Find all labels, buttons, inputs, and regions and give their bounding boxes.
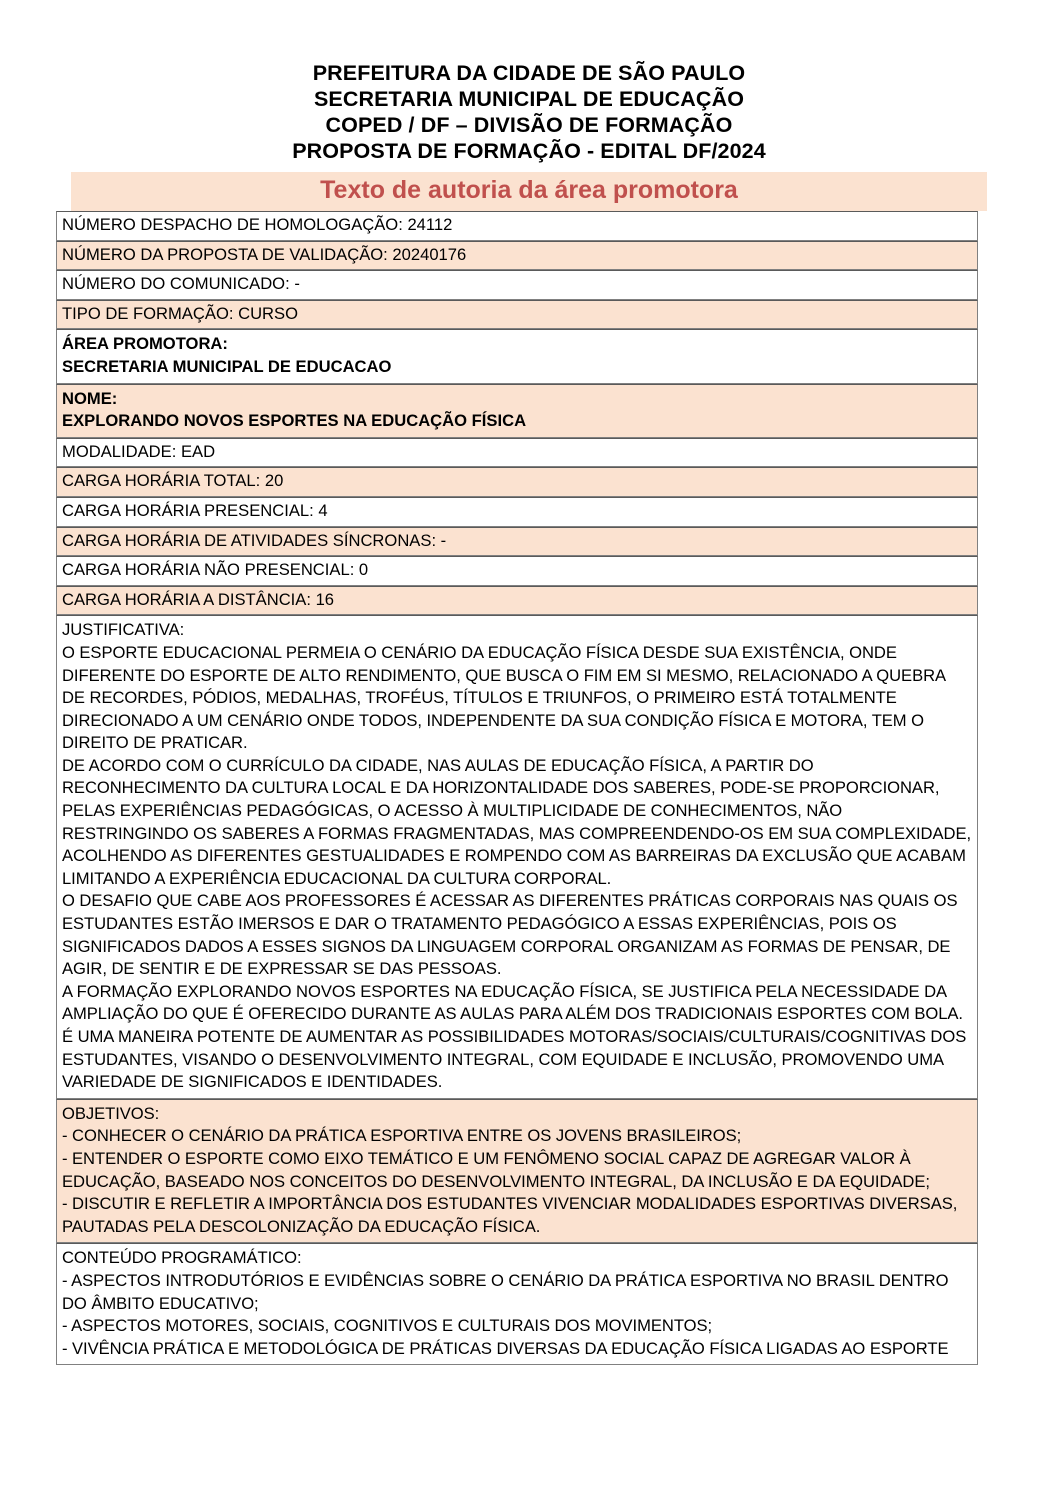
nome-value: EXPLORANDO NOVOS ESPORTES NA EDUCAÇÃO FÍSICA: [62, 411, 527, 431]
justificativa-paragraph: O ESPORTE EDUCACIONAL PERMEIA O CENÁRIO DA EDUCAÇÃO FÍSICA DESDE SUA EXISTÊNCIA, ONDE DIFERENTE DO ESPORTE DE ALTO RENDIMENTO, QUE BUSCA O FIM EM SI MESMO, RELACIONADO A QUEBRA DE RECORDES, PÓDIOS, MEDALHAS, TROFÉUS, TÍTULOS E TRIUNFOS, O PRIMEIRO ESTÁ TOTALMENTE DIRECIONADO A UM CENÁRIO ONDE TODOS, INDEPENDENTE DA SUA CONDIÇÃO FÍSICA E MOTORA, TEM O DIREITO DE PRATICAR.: [62, 642, 946, 753]
proposta-text: NÚMERO DA PROPOSTA DE VALIDAÇÃO: 20240176: [62, 244, 467, 264]
author-banner: [71, 172, 987, 211]
header-line-3: COPED / DF – DIVISÃO DE FORMAÇÃO: [325, 113, 733, 137]
conteudo-item: - ASPECTOS MOTORES, SOCIAIS, COGNITIVOS E CULTURAIS DOS MOVIMENTOS;: [62, 1316, 713, 1336]
row-carga-horaria-distancia: [56, 586, 978, 616]
area-promotora-label: ÁREA PROMOTORA:: [62, 334, 228, 354]
despacho-text: NÚMERO DESPACHO DE HOMOLOGAÇÃO: 24112: [62, 215, 453, 234]
row-carga-horaria-presencial: [56, 497, 978, 527]
conteudo-item: - ASPECTOS INTRODUTÓRIOS E EVIDÊNCIAS SOBRE O CENÁRIO DA PRÁTICA ESPORTIVA NO BRASIL DENTRO DO ÂMBITO EDUCATIVO;: [62, 1270, 949, 1313]
objetivos-item: - CONHECER O CENÁRIO DA PRÁTICA ESPORTIVA ENTRE OS JOVENS BRASILEIROS;: [62, 1126, 742, 1146]
header-line-1: PREFEITURA DA CIDADE DE SÃO PAULO: [312, 61, 746, 85]
row-objetivos: [56, 1099, 978, 1244]
conteudo-item: - VIVÊNCIA PRÁTICA E METODOLÓGICA DE PRÁTICAS DIVERSAS DA EDUCAÇÃO FÍSICA LIGADAS AO ESPORTE: [62, 1338, 949, 1358]
row-carga-horaria-sincronas: [56, 527, 978, 557]
objetivos-item: - DISCUTIR E REFLETIR A IMPORTÂNCIA DOS ESTUDANTES VIVENCIAR MODALIDADES ESPORTIVAS DIVERSAS, PAUTADAS PELA DESCOLONIZAÇÃO DA EDUCAÇÃO FÍSICA.: [62, 1194, 958, 1236]
justificativa-paragraph: DE ACORDO COM O CURRÍCULO DA CIDADE, NAS AULAS DE EDUCAÇÃO FÍSICA, A PARTIR DO RECONHECIMENTO DA CULTURA LOCAL E DA HORIZONTALIDADE DOS SABERES, PODE-SE PROPORCIONAR, PELAS EXPERIÊNCIAS PEDAGÓGICAS, O ACESSO À MULTIPLICIDADE DE CONHECIMENTOS, NÃO RESTRINGINDO OS SABERES A FORMAS FRAGMENTADAS, MAS COMPREENDENDO-OS EM SUA COMPLEXIDADE, ACOLHENDO AS DIFERENTES GESTUALIDADES E ROMPENDO COM AS BARREIRAS DA EXCLUSÃO QUE ACABAM LIMITANDO A EXPERIÊNCIA EDUCACIONAL DA CULTURA CORPORAL.: [62, 755, 972, 888]
conteudo-label: CONTEÚDO PROGRAMÁTICO:: [62, 1248, 302, 1268]
objetivos-item: - ENTENDER O ESPORTE COMO EIXO TEMÁTICO E UM FENÔMENO SOCIAL CAPAZ DE AGREGAR VALOR À EDUCAÇÃO, BASEADO NOS CONCEITOS DO DESENVOLVIMENTO INTEGRAL, DA INCLUSÃO E DA EQUIDADE;: [62, 1148, 930, 1191]
row-proposta-validacao: [56, 241, 978, 271]
proposal-table: [56, 211, 978, 1365]
row-area-promotora: [56, 329, 978, 383]
author-banner-text: Texto de autoria da área promotora: [320, 176, 738, 204]
justificativa-paragraph: A FORMAÇÃO EXPLORANDO NOVOS ESPORTES NA EDUCAÇÃO FÍSICA, SE JUSTIFICA PELA NECESSIDADE DA AMPLIAÇÃO DO QUE É OFERECIDO DURANTE AS AULAS PARA ALÉM DOS TRADICIONAIS ESPORTES COM BOLA. É UMA MANEIRA POTENTE DE AUMENTAR AS POSSIBILIDADES MOTORAS/SOCIAIS/CULTURAIS/COGNITIVAS DOS ESTUDANTES, VISANDO O DESENVOLVIMENTO INTEGRAL, COM EQUIDADE E INCLUSÃO, PROMOVENDO UMA VARIEDADE DE SIGNIFICADOS E IDENTIDADES.: [62, 981, 967, 1092]
carga-horaria-total-text: CARGA HORÁRIA TOTAL: 20: [62, 471, 284, 491]
document-header: [0, 0, 1058, 164]
row-conteudo-programatico: [56, 1243, 978, 1365]
row-justificativa: [56, 615, 978, 1098]
row-modalidade: [56, 438, 978, 468]
justificativa-label: JUSTIFICATIVA:: [62, 620, 185, 640]
modalidade-text: MODALIDADE: EAD: [62, 441, 216, 461]
row-despacho: [56, 211, 978, 241]
comunicado-text: NÚMERO DO COMUNICADO: -: [62, 274, 300, 294]
nome-label: NOME:: [62, 388, 118, 408]
area-promotora-value: SECRETARIA MUNICIPAL DE EDUCACAO: [62, 356, 392, 376]
carga-horaria-distancia-text: CARGA HORÁRIA A DISTÂNCIA: 16: [62, 589, 335, 609]
objetivos-label: OBJETIVOS:: [62, 1103, 160, 1123]
carga-horaria-sincronas-text: CARGA HORÁRIA DE ATIVIDADES SÍNCRONAS: -: [62, 530, 447, 550]
carga-horaria-presencial-text: CARGA HORÁRIA PRESENCIAL: 4: [62, 500, 328, 520]
row-nome: [56, 384, 978, 438]
row-tipo-formacao: [56, 300, 978, 330]
row-carga-horaria-nao-presencial: [56, 556, 978, 586]
header-line-4: PROPOSTA DE FORMAÇÃO - EDITAL DF/2024: [292, 139, 766, 163]
row-carga-horaria-total: [56, 467, 978, 497]
justificativa-paragraph: O DESAFIO QUE CABE AOS PROFESSORES É ACESSAR AS DIFERENTES PRÁTICAS CORPORAIS NAS QUAIS OS ESTUDANTES ESTÃO IMERSOS E DAR O TRATAMENTO PEDAGÓGICO A ESSAS EXPERIÊNCIAS, POIS OS SIGNIFICADOS DADOS A ESSES SIGNOS DA LINGUAGEM CORPORAL ORGANIZAM AS FORMAS DE PENSAR, DE AGIR, DE SENTIR E DE EXPRESSAR SE DAS PESSOAS.: [62, 891, 958, 979]
tipo-formacao-text: TIPO DE FORMAÇÃO: CURSO: [62, 303, 299, 323]
row-comunicado: [56, 270, 978, 300]
carga-horaria-nao-presencial-text: CARGA HORÁRIA NÃO PRESENCIAL: 0: [62, 560, 369, 580]
header-line-2: SECRETARIA MUNICIPAL DE EDUCAÇÃO: [313, 87, 745, 111]
